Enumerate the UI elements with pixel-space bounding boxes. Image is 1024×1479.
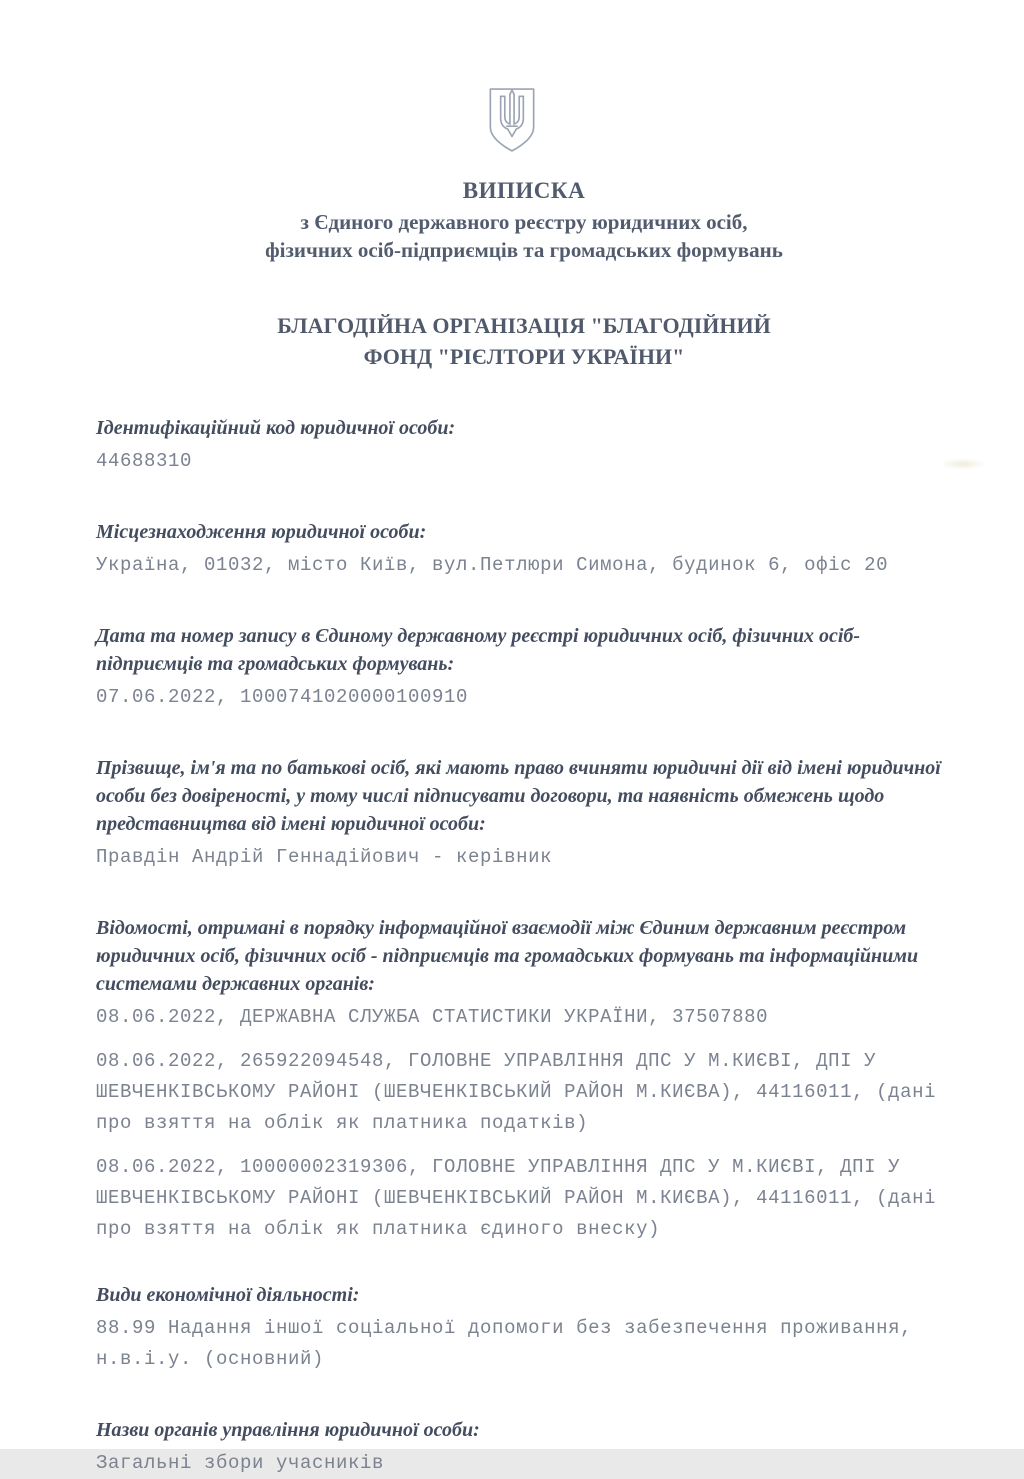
section-label: Відомості, отримані в порядку інформаційної взаємодії між Єдиним державним реєстром юридичних осіб, фізичних осіб - підприємців та громадських формувань та інформаційними системами державних органів: [96, 917, 919, 995]
section-value: 88.99 Надання іншої соціальної допомоги без забезпечення проживання, н.в.і.у. (основний) [96, 1317, 913, 1370]
organization-name-line1: БЛАГОДІЙНА ОРГАНІЗАЦІЯ "БЛАГОДІЙНИЙ [277, 313, 771, 338]
document-subtitle-line1: з Єдиного державного реєстру юридичних осіб, [300, 210, 748, 234]
document-subtitle-line2: фізичних осіб-підприємців та громадських формувань [265, 238, 783, 262]
section-identification-code [96, 414, 884, 477]
section-value: 08.06.2022, ДЕРЖАВНА СЛУЖБА СТАТИСТИКИ УКРАЇНИ, 37507880 [96, 1006, 769, 1028]
scan-smudge-artifact [940, 458, 986, 470]
section-value: 08.06.2022, 265922094548, ГОЛОВНЕ УПРАВЛІННЯ ДПС У М.КИЄВІ, ДПІ У ШЕВЧЕНКІВСЬКОМУ РАЙОНІ (ШЕВЧЕНКІВСЬКИЙ РАЙОН М.КИЄВА), 44116011, (дані про взяття на облік як платника податків) [96, 1050, 937, 1134]
organization-name [96, 310, 952, 372]
emblem-container [0, 0, 1024, 154]
document-title: ВИПИСКА [462, 178, 586, 203]
section-record-date-number [96, 622, 884, 713]
section-governing-bodies [96, 1416, 884, 1479]
section-label: Місцезнаходження юридичної особи: [96, 521, 427, 543]
section-value: 44688310 [96, 450, 193, 472]
section-label: Ідентифікаційний код юридичної особи: [96, 417, 456, 439]
section-value: 08.06.2022, 10000002319306, ГОЛОВНЕ УПРАВЛІННЯ ДПС У М.КИЄВІ, ДПІ У ШЕВЧЕНКІВСЬКОМУ РАЙОНІ (ШЕВЧЕНКІВСЬКИЙ РАЙОН М.КИЄВА), 44116011, (дані про взяття на облік як платника єдиного внеску) [96, 1156, 937, 1240]
ukraine-trident-icon [486, 86, 538, 154]
document-subtitle [96, 208, 952, 264]
section-label: Прізвище, ім'я та по батькові осіб, які мають право вчиняти юридичні дії від імені юридичної особи без довіреності, у тому числі підписувати договори, та наявність обмежень щодо представництва від імені юридичної особи: [96, 757, 941, 835]
section-value: Загальні збори учасників [96, 1452, 385, 1474]
section-interagency-information [96, 914, 937, 1245]
document-sections [96, 414, 941, 1479]
document-content [0, 178, 1024, 1479]
section-value: Правдін Андрій Геннадійович - керівник [96, 846, 553, 868]
section-location [96, 518, 889, 581]
organization-name-line2: ФОНД "РІЄЛТОРИ УКРАЇНИ" [363, 344, 685, 369]
section-economic-activities [96, 1281, 913, 1375]
section-authorized-persons [96, 754, 941, 873]
section-label: Види економічної діяльності: [96, 1284, 360, 1306]
section-value: 07.06.2022, 1000741020000100910 [96, 686, 469, 708]
section-label: Дата та номер запису в Єдиному державному реєстрі юридичних осіб, фізичних осіб-підприємців та громадських формувань: [96, 625, 861, 675]
section-label: Назви органів управління юридичної особи: [96, 1419, 480, 1441]
section-value: Україна, 01032, місто Київ, вул.Петлюри Симона, будинок 6, офіс 20 [96, 554, 889, 576]
